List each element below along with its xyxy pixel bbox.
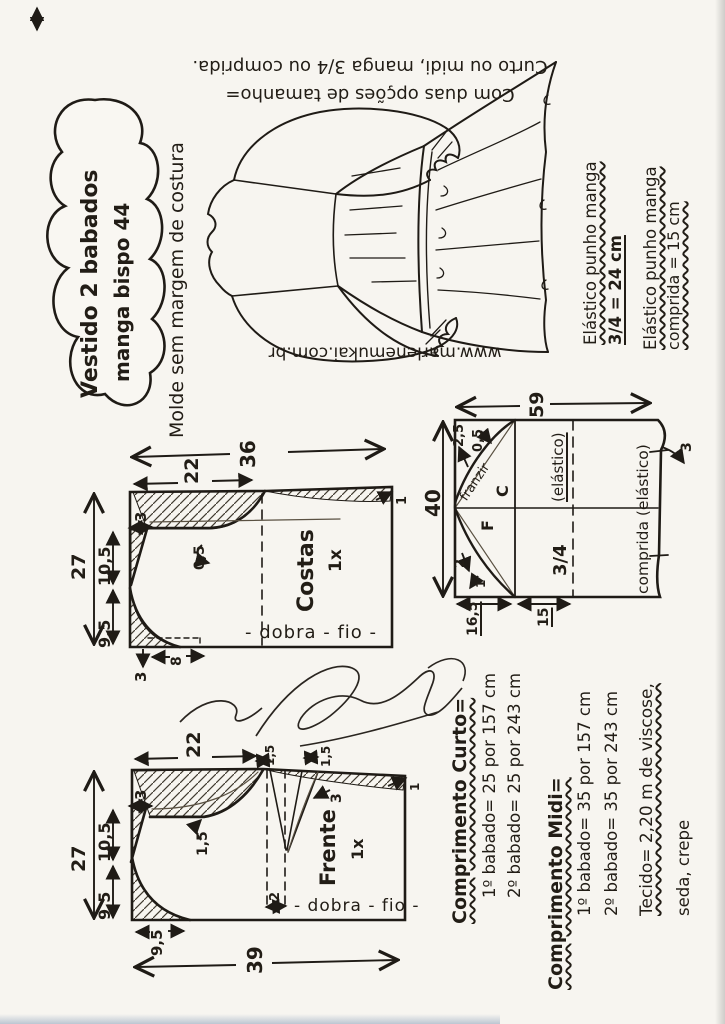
manga-hem-allowance: 3 <box>679 442 695 452</box>
manga-elastic-line-label: (elástico) <box>549 432 567 502</box>
curto-line1: 1º babado= 25 por 157 cm <box>480 672 499 898</box>
fabric-line2: seda, crepe <box>674 819 693 916</box>
frente-dim-shoulder: 3 <box>132 789 150 800</box>
scan-edge-right <box>715 0 725 1024</box>
elastic-comprida-line2: comprida = 15 cm <box>664 201 683 350</box>
manga-cap-top-ease: 2,5 <box>452 423 467 447</box>
manga-back-mark: C <box>493 485 512 497</box>
manga-cap-bottom-ease: 2 <box>453 558 468 568</box>
frente-dim-total-width: 39 <box>243 946 267 974</box>
costas-dim-neck-width: 22 <box>181 457 203 484</box>
frente-piece-label: Frente <box>316 809 340 886</box>
costas-grainline: - dobra - fio - <box>245 622 378 643</box>
elastic-comprida-line1: Elástico punho manga <box>641 166 660 350</box>
title-bubble-outline <box>47 99 164 405</box>
manga-long-cuff-note: comprida (elástico) <box>634 444 652 594</box>
costas-dim-neck-drop: 0,5 <box>192 545 208 570</box>
curto-line2: 2º babado= 25 por 243 cm <box>505 672 524 898</box>
costas-dim-total-width: 36 <box>236 440 260 468</box>
elastic34-line1: Elástico punho manga <box>581 161 600 345</box>
fabric-line1: Tecido= 2,20 m de viscose, <box>637 683 657 916</box>
scan-edge-bottom <box>0 1014 500 1024</box>
manga-bottom-dim-left: 16,5 <box>465 601 481 636</box>
frente-dim-armhole-lower: 9,5 <box>95 891 114 920</box>
manga-cap-top-ease2: 0,5 <box>471 428 486 452</box>
size-options-note <box>150 52 590 108</box>
molde-note: Molde sem margem de costura <box>166 142 188 438</box>
size-options-line2: Curto ou midi, manga 3/4 ou comprida. <box>192 55 548 77</box>
manga-cap-note: franzir <box>457 460 494 504</box>
costas-dim-hem-rise: 1 <box>395 495 410 505</box>
manga-three-quarter-mark: 3/4 <box>550 544 571 576</box>
manga-dim-width: 40 <box>421 489 445 517</box>
frente-dim-length: 27 <box>68 845 90 872</box>
frente-neck-drop: 1,5 <box>195 831 211 856</box>
frente-hem-rise: 1 <box>408 782 422 791</box>
website-credit: www.marlenemukai.com.br <box>268 342 502 363</box>
costas-piece-quantity: 1x <box>326 549 346 572</box>
costas-dim-length: 27 <box>68 553 90 580</box>
midi-line1: 1º babado= 35 por 157 cm <box>575 690 594 916</box>
signature-scrawl <box>180 659 465 746</box>
costas-dim-armhole-lower: 9,5 <box>95 619 114 648</box>
manga-front-mark: F <box>478 520 497 531</box>
costas-dim-shoulder: 3 <box>132 511 150 522</box>
costas-piece-label: Costas <box>294 529 319 612</box>
midi-line2: 2º babado= 35 por 243 cm <box>602 690 621 916</box>
costas-dim-armhole-upper: 10,5 <box>95 546 114 586</box>
manga-bottom-dim-right: 15 <box>536 607 552 627</box>
frente-fold-offset: 2 <box>268 891 283 901</box>
manga-dim-length: 59 <box>526 391 548 418</box>
frente-piece-quantity: 1x <box>348 838 367 860</box>
manga-cap-bottom-ease2: 1 <box>474 579 488 588</box>
frente-dart-depth: 3 <box>329 793 345 803</box>
costas-dim-vent-height: 3 <box>132 671 150 682</box>
frente-armhole-width: 9,5 <box>148 929 166 956</box>
title-line2: manga bispo 44 <box>110 202 134 382</box>
curto-title: Comprimento Curto= <box>449 697 471 924</box>
title-line1: Vestido 2 babados <box>78 169 103 398</box>
frente-dart-right: 1,5 <box>319 745 333 767</box>
frente-dart-left: 1,5 <box>263 744 277 766</box>
frente-grainline: - dobra - fio - <box>294 896 420 916</box>
size-options-line1: Com duas opções de tamanho= <box>225 83 515 105</box>
elastic34-line2: 3/4 = 24 cm <box>606 235 625 345</box>
frente-dim-neck-width: 22 <box>183 731 205 758</box>
costas-dim-vent-width: 8 <box>169 656 185 666</box>
midi-title: Comprimento Midi= <box>545 777 567 990</box>
frente-dim-armhole-upper: 10,5 <box>95 822 114 862</box>
